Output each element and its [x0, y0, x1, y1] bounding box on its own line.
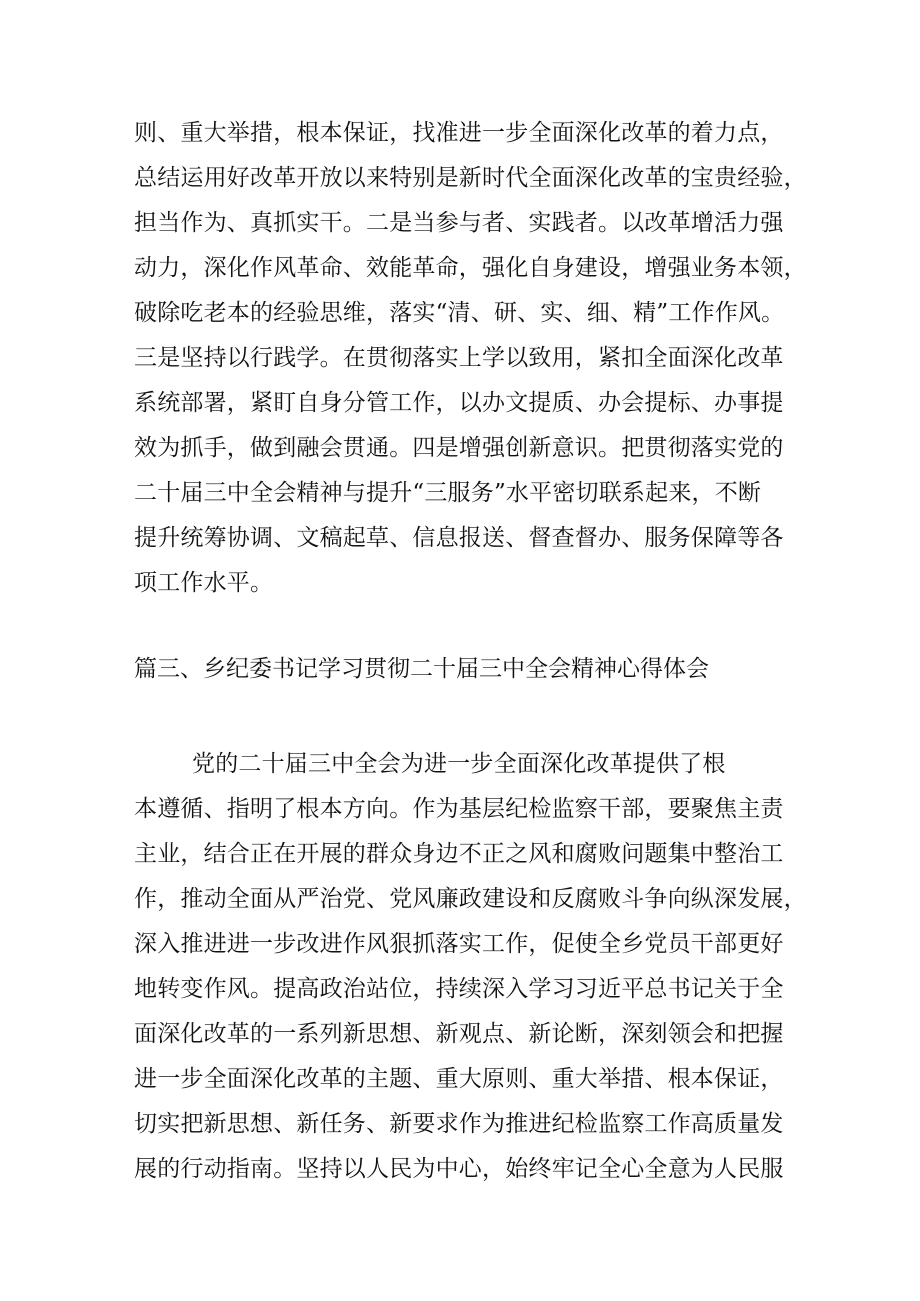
text-line: 二十届三中全会精神与提升“三服务”水平密切联系起来，不断	[134, 480, 762, 506]
text-line: 切实把新思想、新任务、新要求作为推进纪检监察工作高质量发	[134, 1111, 784, 1137]
text-line: 进一步全面深化改革的主题、重大原则、重大举措、根本保证，	[134, 1066, 784, 1092]
text-line: 主业，结合正在开展的群众身边不正之风和腐败问题集中整治工	[134, 841, 784, 867]
paragraph-continued	[134, 111, 814, 606]
text-line: 动力，深化作风革命、效能革命，强化自身建设，增强业务本领，	[134, 255, 807, 281]
text-line-first-indented: 党的二十届三中全会为进一步全面深化改革提供了根	[192, 751, 726, 777]
text-line: 三是坚持以行践学。在贯彻落实上学以致用，紧扣全面深化改革	[134, 345, 784, 371]
text-line: 展的行动指南。坚持以人民为中心，始终牢记全心全意为人民服	[134, 1156, 784, 1182]
text-line: 效为抓手，做到融会贯通。四是增强创新意识。把贯彻落实党的	[134, 435, 784, 461]
text-line: 则、重大举措，根本保证，找准进一步全面深化改革的着力点，	[134, 120, 784, 146]
text-line: 破除吃老本的经验思维，落实“清、研、实、细、精”工作作风。	[134, 300, 785, 326]
text-line: 总结运用好改革开放以来特别是新时代全面深化改革的宝贵经验，	[134, 165, 807, 191]
text-line: 面深化改革的一系列新思想、新观点、新论断，深刻领会和把握	[134, 1021, 784, 1047]
text-line: 地转变作风。提高政治站位，持续深入学习习近平总书记关于全	[134, 976, 784, 1002]
paragraph-body	[134, 742, 814, 1192]
text-line: 系统部署，紧盯自身分管工作，以办文提质、办会提标、办事提	[134, 390, 784, 416]
section-heading: 篇三、乡纪委书记学习贯彻二十届三中全会精神心得体会	[134, 656, 709, 682]
text-line: 提升统筹协调、文稿起草、信息报送、督查督办、服务保障等各	[134, 525, 784, 551]
text-line: 担当作为、真抓实干。二是当参与者、实践者。以改革增活力强	[134, 210, 784, 236]
text-line: 作，推动全面从严治党、党风廉政建设和反腐败斗争向纵深发展，	[134, 886, 807, 912]
text-line: 深入推进进一步改进作风狠抓落实工作，促使全乡党员干部更好	[134, 931, 784, 957]
text-line: 项工作水平。	[134, 570, 274, 596]
text-line: 本遵循、指明了根本方向。作为基层纪检监察干部，要聚焦主责	[134, 796, 784, 822]
